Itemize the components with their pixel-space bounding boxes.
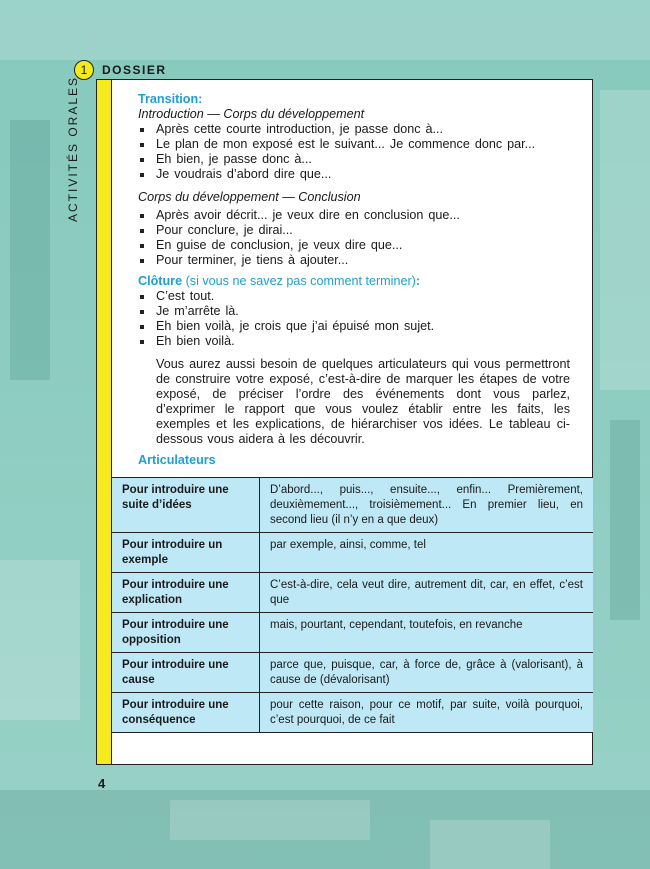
list-item: Après avoir décrit... je veux dire en conclusion que... (138, 208, 570, 223)
section-header (74, 60, 167, 80)
section-title: DOSSIER (102, 63, 167, 77)
articulateurs-table (112, 477, 593, 733)
list-item: C’est tout. (138, 289, 570, 304)
list-item: En guise de conclusion, je veux dire que... (138, 238, 570, 253)
row-label: Pour introduire un exemple (112, 533, 260, 572)
row-label: Pour introduire une cause (112, 653, 260, 692)
cloture-colon: : (415, 274, 421, 288)
table-row (112, 613, 593, 653)
page-number: 4 (98, 776, 106, 791)
list-item: Pour terminer, je tiens à ajouter... (138, 253, 570, 268)
row-label: Pour introduire une suite d’idées (112, 478, 260, 532)
chapter-number-badge: 1 (74, 60, 94, 80)
row-text: D’abord..., puis..., ensuite..., enfin... Premièrement, deuxièmement..., troisièmement... En premier lieu, en second lieu (il n’y en a que deux) (270, 484, 583, 526)
row-text: pour cette raison, pour ce motif, par suite, voilà pourquoi, c’est pourquoi, de ce fait (270, 699, 583, 726)
transition-part1-list (138, 122, 570, 182)
list-item: Je voudrais d’abord dire que... (138, 167, 570, 182)
panel-content (138, 92, 570, 468)
cloture-list (138, 289, 570, 349)
row-label: Pour introduire une opposition (112, 613, 260, 652)
cloture-note: (si vous ne savez pas comment terminer) (182, 274, 416, 288)
transition-part2-title: Corps du développement — Conclusion (138, 190, 361, 204)
row-text: C’est-à-dire, cela veut dire, autrement dit, car, en effet, c’est que (270, 579, 583, 606)
row-text: parce que, puisque, car, à force de, grâce à (valorisant), à cause de (dévalorisant) (270, 659, 583, 686)
side-label: ACTIVITÉS ORALES (66, 75, 80, 222)
list-item: Eh bien, je passe donc à... (138, 152, 570, 167)
table-row (112, 653, 593, 693)
cloture-title: Clôture (138, 274, 183, 288)
table-row (112, 693, 593, 733)
list-item: Le plan de mon exposé est le suivant... Je commence donc par... (138, 137, 570, 152)
list-item: Après cette courte introduction, je passe donc à... (138, 122, 570, 137)
dossier-panel (96, 79, 593, 765)
yellow-strip (97, 80, 112, 764)
intro-paragraph: Vous aurez aussi besoin de quelques articulateurs qui vous permettront de construire votre exposé, c’est-à-dire de marquer les étapes de votre exposé, de préciser l’ordre des événements dont vous parlez, d’exprimer le rapport que vous voulez établir entre les faits, les exemples et les explications, de hiérarchiser vos idées. Le tableau ci-dessous vous aidera à les découvrir. (156, 357, 570, 446)
row-text: par exemple, ainsi, comme, tel (270, 539, 426, 551)
row-text: mais, pourtant, cependant, toutefois, en revanche (270, 619, 523, 631)
list-item: Eh bien voilà, je crois que j’ai épuisé mon sujet. (138, 319, 570, 334)
row-label: Pour introduire une conséquence (112, 693, 260, 732)
row-label: Pour introduire une explication (112, 573, 260, 612)
articulateurs-heading: Articulateurs (138, 453, 216, 467)
list-item: Pour conclure, je dirai... (138, 223, 570, 238)
transition-part2-list (138, 208, 570, 268)
transition-part1-title: Introduction — Corps du développement (138, 107, 365, 121)
cloture-heading (138, 274, 570, 289)
list-item: Je m’arrête là. (138, 304, 570, 319)
transition-heading: Transition: (138, 92, 203, 106)
table-row (112, 533, 593, 573)
table-row (112, 478, 593, 533)
table-row (112, 573, 593, 613)
list-item: Eh bien voilà. (138, 334, 570, 349)
